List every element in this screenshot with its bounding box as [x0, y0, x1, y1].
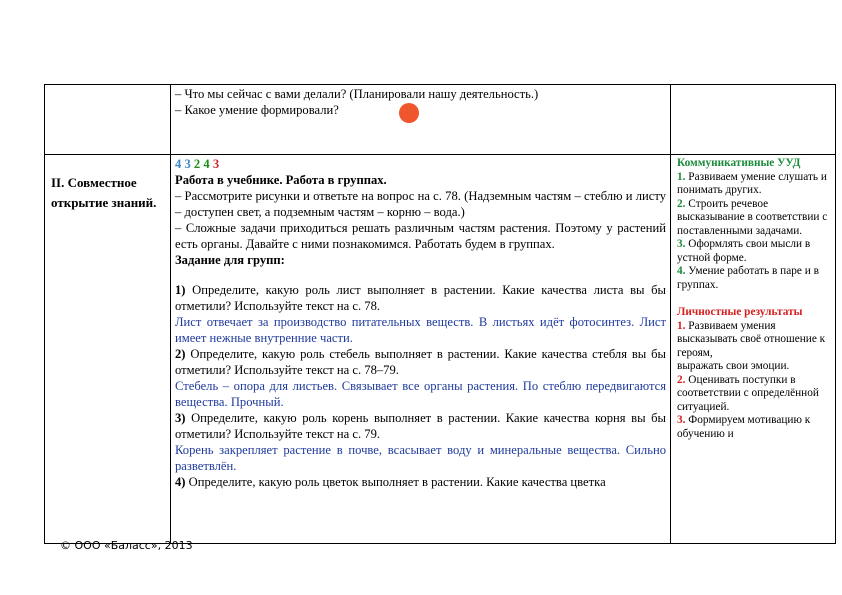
lesson-table [44, 84, 836, 544]
intro-text: – Рассмотрите рисунки и ответьте на вопрос на с. 78. (Надземным частям – стеблю и листу – доступен свет, а подземным частям – корню – вода.) [175, 189, 666, 219]
task-answer: Лист отвечает за производство питательных веществ. В листьях идёт фотосинтез. Лист имеет нежные внутренние части. [175, 315, 666, 345]
task-title: Задание для групп: [175, 253, 285, 267]
uud-item: 3. Оформлять свои мысли в устной форме. [677, 238, 811, 264]
uud-item: 1. Развиваем умение слушать и понимать других. [677, 170, 827, 196]
dialog-line: – Что мы сейчас с вами делали? (Планировали нашу деятельность.) [175, 87, 539, 101]
uud-title: Коммуникативные УУД [677, 157, 801, 169]
task-answer: Стебель – опора для листьев. Связывает все органы растения. По стеблю передвигаются вещества. Прочный. [175, 379, 666, 409]
uud-cell-empty [671, 85, 836, 155]
task-question: 4) Определите, какую роль цветок выполняет в растении. Какие качества цветка [175, 475, 606, 489]
table-row [45, 155, 836, 544]
stage-cell-empty [45, 85, 171, 155]
dialog-line: – Какое умение формировали? [175, 103, 339, 117]
copyright-footer: © ООО «Баласс», 2013 [60, 539, 193, 552]
intro-text: – Сложные задачи приходиться решать различным частям растения. Поэтому у растений есть органы. Давайте с ними познакомимся. Работать будем в группах. [175, 221, 666, 251]
table-row [45, 85, 836, 155]
activity-cell [171, 155, 671, 544]
stage-label: II. Совместное открытие знаний. [45, 155, 171, 544]
personal-item: 1. Развиваем умения высказывать своё отношение к героям, [677, 319, 826, 359]
uud-item: 2. Строить речевое высказывание в соответствии с поставленными задачами. [677, 197, 828, 237]
task-question: 2) Определите, какую роль стебель выполняет в растении. Какие качества стебля вы бы отметили? Используйте текст на с. 78–79. [175, 347, 666, 377]
orange-marker-dot [399, 103, 419, 123]
task-answer: Корень закрепляет растение в почве, всасывает воду и минеральные вещества. Сильно разветвлён. [175, 443, 666, 473]
task-question: 1) Определите, какую роль лист выполняет в растении. Какие качества листа вы бы отметили? Используйте текст на с. 78. [175, 283, 666, 313]
task-question: 3) Определите, какую роль корень выполняет в растении. Какие качества корня вы бы отметили? Используйте текст на с. 79. [175, 411, 666, 441]
section-heading: Работа в учебнике. Работа в группах. [175, 173, 387, 187]
personal-item: выражать свои эмоции. [677, 360, 790, 372]
difficulty-numbers: 4 3 2 4 3 [175, 157, 220, 171]
uud-item: 4. Умение работать в паре и в группах. [677, 265, 819, 291]
personal-item: 3. Формируем мотивацию к обучению и [677, 414, 811, 440]
uud-cell [671, 155, 836, 544]
personal-item: 2. Оценивать поступки в соответствии с определённой ситуацией. [677, 373, 819, 413]
personal-title: Личностные результаты [677, 306, 803, 318]
activity-cell [171, 85, 671, 155]
